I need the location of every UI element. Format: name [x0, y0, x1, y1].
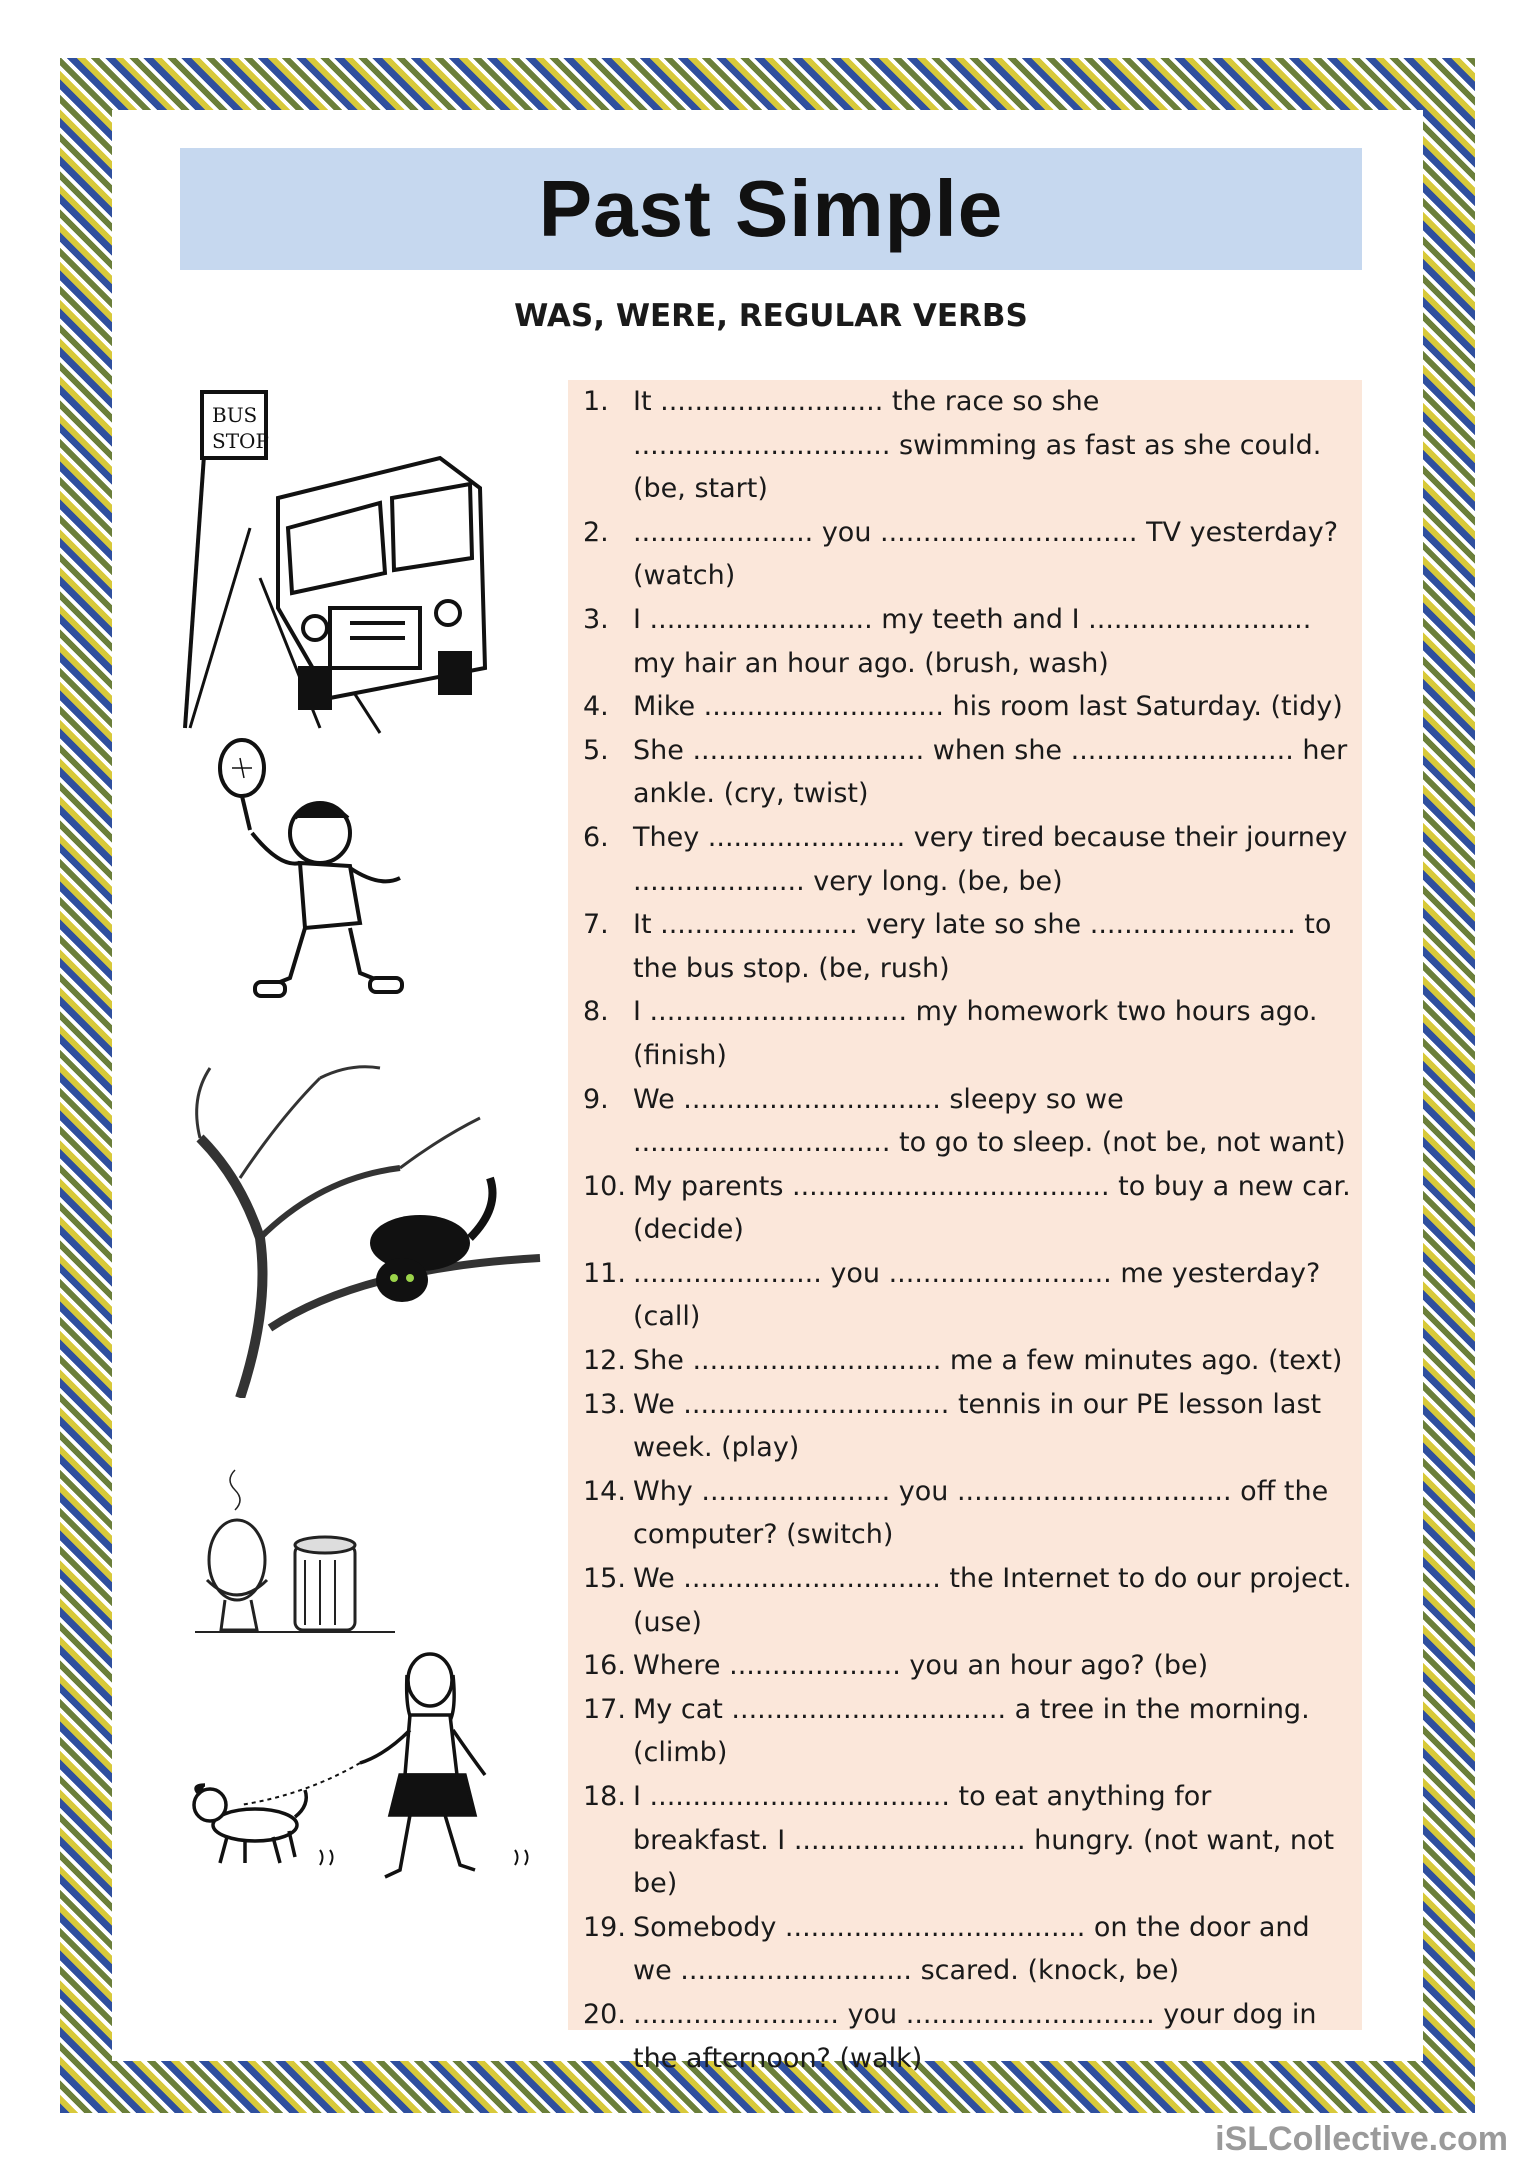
- exercise-text: My parents ..................................... to buy a new car. (decide): [633, 1170, 1351, 1246]
- exercise-item: [583, 511, 1353, 598]
- exercise-number: 12.: [583, 1345, 626, 1377]
- exercise-text: It .......................... the race so she .............................. swimming as fast as she could. (be, start): [633, 386, 1322, 505]
- exercise-number: 20.: [583, 1998, 626, 2030]
- exercise-number: 9.: [583, 1083, 609, 1115]
- svg-text:STOP: STOP: [212, 429, 269, 453]
- exercise-text: Why ...................... you ................................ off the computer? (switch): [633, 1475, 1329, 1551]
- exercise-number: 2.: [583, 516, 609, 548]
- exercise-number: 15.: [583, 1563, 626, 1595]
- exercise-text: They ....................... very tired because their journey .................... very long. (be, be): [633, 821, 1348, 897]
- exercise-number: 3.: [583, 603, 609, 635]
- exercise-text: Where .................... you an hour ago? (be): [633, 1650, 1209, 1682]
- exercise-number: 13.: [583, 1388, 626, 1420]
- exercise-list: [583, 380, 1353, 2080]
- exercise-number: 6.: [583, 821, 609, 853]
- exercise-item: [583, 1470, 1353, 1557]
- exercise-item: [583, 685, 1353, 729]
- exercise-text: I .............................. my homework two hours ago. (finish): [633, 996, 1318, 1071]
- exercise-item: [583, 729, 1353, 816]
- exercise-text: We .............................. the Internet to do our project. (use): [633, 1563, 1352, 1638]
- exercise-item: [583, 990, 1353, 1077]
- exercise-number: 16.: [583, 1650, 626, 1682]
- exercise-item: [583, 1339, 1353, 1383]
- exercise-item: [583, 1252, 1353, 1339]
- exercise-item: [583, 1165, 1353, 1252]
- exercise-text: I .......................... my teeth and I .......................... my hair an hour ago. (brush, wash): [633, 603, 1312, 679]
- exercise-item: [583, 380, 1353, 511]
- exercise-item: [583, 1688, 1353, 1775]
- exercise-number: 7.: [583, 909, 609, 941]
- bus-stop-sign-text: BUS: [212, 403, 258, 427]
- exercise-text: Somebody ................................... on the door and we ........................... scared. (knock, be): [633, 1911, 1310, 1987]
- exercise-text: I ................................... to eat anything for breakfast. I ........................... hungry. (not want, not be): [633, 1781, 1335, 1900]
- exercise-text: ..................... you .............................. TV yesterday? (watch): [633, 516, 1339, 592]
- exercise-item: [583, 1383, 1353, 1470]
- exercise-item: [583, 598, 1353, 685]
- exercise-text: My cat ................................ a tree in the morning. (climb): [633, 1693, 1310, 1769]
- exercise-item: [583, 1557, 1353, 1644]
- exercise-text: ...................... you .......................... me yesterday? (call): [633, 1257, 1321, 1333]
- boy-tennis-icon: [200, 738, 440, 1018]
- egg-cup-icon: [195, 1460, 405, 1640]
- exercise-number: 14.: [583, 1475, 626, 1507]
- exercise-text: It ....................... very late so she ........................ to the bus stop. (be, rush): [633, 909, 1332, 984]
- exercise-item: [583, 1775, 1353, 1906]
- exercise-item: [583, 1078, 1353, 1165]
- exercise-item: [583, 1906, 1353, 1993]
- exercise-text: ........................ you ............................. your dog in the afternoon? (walk): [633, 1998, 1317, 2074]
- exercise-number: 4.: [583, 691, 609, 723]
- exercise-number: 19.: [583, 1911, 626, 1943]
- exercise-item: [583, 903, 1353, 990]
- exercise-number: 1.: [583, 386, 609, 417]
- exercise-text: She ........................... when she .......................... her ankle. (cry, twist): [633, 734, 1348, 810]
- page-title: Past Simple: [538, 164, 1004, 253]
- exercise-number: 11.: [583, 1257, 626, 1289]
- watermark: iSLCollective.com: [1215, 2120, 1508, 2158]
- exercise-text: We ............................... tennis in our PE lesson last week. (play): [633, 1388, 1322, 1464]
- exercise-item: [583, 816, 1353, 903]
- exercise-text: We .............................. sleepy so we .............................. to go to sleep. (not be, not want): [633, 1083, 1346, 1159]
- exercise-number: 5.: [583, 734, 609, 766]
- exercise-number: 10.: [583, 1170, 626, 1202]
- exercise-item: [583, 1993, 1353, 2080]
- girl-walking-dog-icon: [185, 1645, 545, 1895]
- exercise-item: [583, 1644, 1353, 1688]
- page-subtitle: WAS, WERE, REGULAR VERBS: [514, 298, 1028, 334]
- exercise-text: She ............................. me a few minutes ago. (text): [633, 1345, 1343, 1377]
- exercise-text: Mike ............................ his room last Saturday. (tidy): [633, 691, 1343, 723]
- title-band: [180, 148, 1362, 270]
- exercise-number: 8.: [583, 996, 609, 1028]
- cat-in-tree-icon: [180, 1058, 550, 1398]
- exercise-number: 17.: [583, 1693, 626, 1725]
- exercise-number: 18.: [583, 1781, 626, 1812]
- bus-stop-icon: [180, 378, 500, 738]
